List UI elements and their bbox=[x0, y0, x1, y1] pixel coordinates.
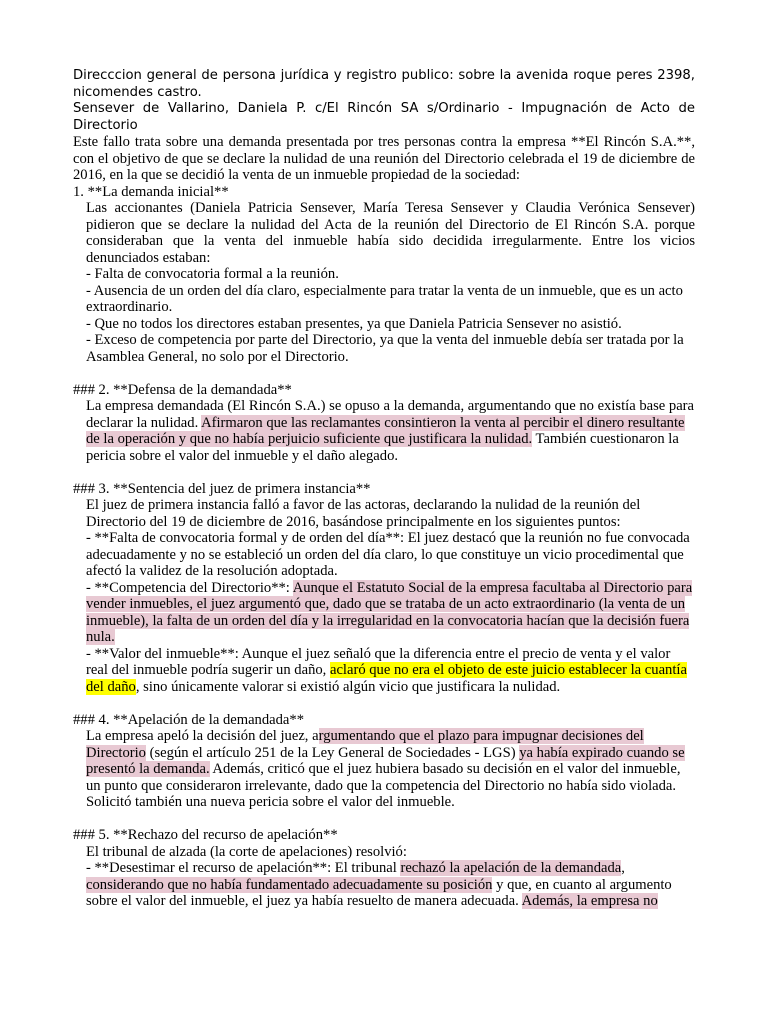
highlight-pink: rgumentando que el plazo para impugnar decisiones del Directorio bbox=[86, 728, 644, 761]
highlight-pink: ya había expirado cuando se presentó la demanda. bbox=[86, 744, 685, 777]
list-item: - **Valor del inmueble**: Aunque el juez señaló que la diferencia entre el precio de venta y el valor real del inmueble podría sugerir un daño, aclaró que no era el objeto de este juicio establecer la cuantía del daño, sino únicamente valorar si existió algún vicio que justificara la nulidad. bbox=[86, 645, 687, 695]
section-2-heading: ### 2. **Defensa de la demandada** bbox=[73, 381, 292, 398]
spacer bbox=[73, 464, 695, 481]
section-4-paragraph: La empresa apeló la decisión del juez, argumentando que el plazo para impugnar decisiones del Directorio (según el artículo 251 de la Ley General de Sociedades - LGS) ya había expirado cuando se presentó la demanda. Además, criticó que el juez hubiera basado su decisión en el valor del inmueble, un punto que consideraron irrelevante, dado que la competencia del Directorio no había sido violada. Solicitó también una nueva pericia sobre el valor del inmueble. bbox=[86, 728, 685, 810]
spacer bbox=[73, 365, 695, 382]
list-item: - Ausencia de un orden del día claro, especialmente para tratar la venta de un inmueble, que es un acto extraordinario. bbox=[86, 282, 683, 315]
section-4-heading: ### 4. **Apelación de la demandada** bbox=[73, 711, 304, 728]
highlight-pink: Aunque el Estatuto Social de la empresa facultaba al Directorio para vender inmuebles, el juez argumentó que, dado que se trataba de un acto extraordinario (la venta de un inmueble), la falta de un orden del día y la irregularidad en la convocatoria hacían que la decisión fuera nula. bbox=[86, 579, 693, 645]
list-item: - **Desestimar el recurso de apelación**: El tribunal rechazó la apelación de la demandada, considerando que no había fundamentado adecuadamente su posición y que, en cuanto al argumento sobre el valor del inmueble, el juez ya había resuelto de manera adecuada. Además, la empresa no bbox=[86, 860, 672, 909]
section-5-heading: ### 5. **Rechazo del recurso de apelación** bbox=[73, 827, 338, 843]
section-1-heading: 1. **La demanda inicial** bbox=[73, 183, 229, 200]
spacer bbox=[73, 811, 695, 828]
highlight-pink: Además, la empresa no bbox=[521, 893, 658, 909]
list-item: - **Falta de convocatoria formal y de orden del día**: El juez destacó que la reunión no fue convocada adecuadamente y no se estableció un orden del día claro, lo que constituye un vicio procedimental que afectó la validez de la resolución adoptada. bbox=[86, 530, 690, 579]
header-line-2: Sensever de Vallarino, Daniela P. c/El Rincón SA s/Ordinario - Impugnación de Acto de Directorio bbox=[73, 101, 695, 133]
highlight-pink: rechazó la apelación de la demandada bbox=[400, 860, 622, 876]
list-item: - Que no todos los directores estaban presentes, ya que Daniela Patricia Sensever no asistió. bbox=[86, 315, 622, 332]
section-3-paragraph: El juez de primera instancia falló a favor de las actoras, declarando la nulidad de la reunión del Directorio del 19 de diciembre de 2016, basándose principalmente en los siguientes puntos: bbox=[86, 497, 641, 530]
list-item: - **Competencia del Directorio**: Aunque el Estatuto Social de la empresa facultaba al Directorio para vender inmuebles, el juez argumentó que, dado que se trataba de un acto extraordinario (la venta de un inmueble), la falta de un orden del día y la irregularidad en la convocatoria hacían que la decisión fuera nula. bbox=[86, 579, 693, 645]
list-item: - Falta de convocatoria formal a la reunión. bbox=[86, 266, 339, 282]
highlight-pink: considerando que no había fundamentado adecuadamente su posición bbox=[86, 876, 493, 893]
section-5-paragraph: El tribunal de alzada (la corte de apelaciones) resolvió: bbox=[86, 843, 407, 860]
section-1-paragraph: Las accionantes (Daniela Patricia Sensever, María Teresa Sensever y Claudia Verónica Sensever) pidieron que se declare la nulidad del Acta de la reunión del Directorio de El Rincón S.A. porque consideraban que la venta del inmueble había sido decidida irregularmente. Entre los vicios denunciados estaban: bbox=[86, 200, 695, 266]
spacer bbox=[73, 695, 695, 712]
highlight-yellow: aclaró que no era el objeto de este juicio establecer la cuantía del daño bbox=[86, 662, 687, 695]
intro-paragraph: Este fallo trata sobre una demanda presentada por tres personas contra la empresa **El Rincón S.A.**, con el objetivo de que se declare la nulidad de una reunión del Directorio celebrada el 19 de diciembre de 2016, en la que se decidió la venta de un inmueble propiedad de la sociedad: bbox=[73, 134, 695, 183]
header-line-1: Direcccion general de persona jurídica y registro publico: sobre la avenida roque peres 2398, nicomendes castro. bbox=[73, 68, 695, 100]
highlight-pink: Afirmaron que las reclamantes consintieron la venta al percibir el dinero resultante de la operación y que no había perjuicio suficiente que justificara la nulidad. bbox=[86, 414, 685, 447]
list-item: - Exceso de competencia por parte del Directorio, ya que la venta del inmueble debía ser tratada por la Asamblea General, no solo por el Directorio. bbox=[86, 332, 684, 365]
section-3-heading: ### 3. **Sentencia del juez de primera instancia** bbox=[73, 480, 371, 497]
section-2-paragraph: La empresa demandada (El Rincón S.A.) se opuso a la demanda, argumentando que no existía base para declarar la nulidad. Afirmaron que las reclamantes consintieron la venta al percibir el dinero resultante de la operación y que no había perjuicio suficiente que justificara la nulidad. También cuestionaron la pericia sobre el valor del inmueble y el daño alegado. bbox=[86, 398, 695, 464]
document-page bbox=[73, 68, 695, 910]
